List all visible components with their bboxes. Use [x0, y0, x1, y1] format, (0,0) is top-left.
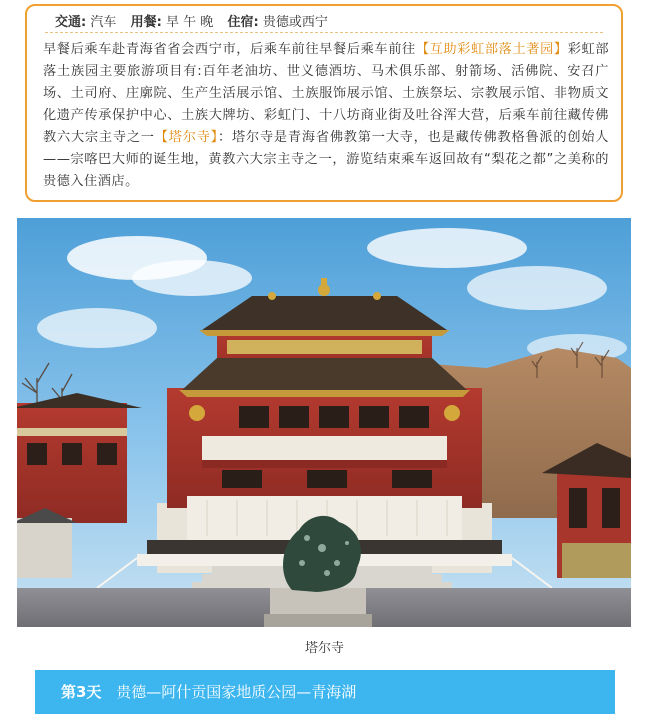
meals-label: 用餐: — [130, 15, 162, 30]
ta-er-temple-photo — [17, 218, 631, 627]
day-route: 贵德—阿什贡国家地质公园—青海湖 — [116, 683, 357, 701]
day-heading-bar — [35, 670, 615, 714]
transport-label: 交通: — [55, 15, 87, 30]
day-number: 第3天 — [61, 683, 102, 701]
transport-value: 汽车 — [90, 15, 117, 30]
description-part-1: 早餐后乘车赴青海省省会西宁市，后乘车前往早餐后乘车前往 — [43, 42, 416, 57]
info-header-row — [55, 11, 328, 30]
lodging-label: 住宿: — [227, 15, 259, 30]
photo-caption: 塔尔寺 — [304, 641, 344, 656]
meals-value: 早 午 晚 — [165, 15, 214, 30]
description-part-2: 彩虹部落土族园主要旅游项目有:百年老油坊、世义德酒坊、马术俱乐部、射箭场、活佛院、安召广场、土司府、庄廓院、生产生活展示馆、土族服饰展示馆、土族祭坛、宗教展示馆、非物质文化遗产传承保护中心、土族大牌坊、彩虹门、十八坊商业街及吐谷浑大营，后乘车前往藏传佛教六大宗主寺之一 — [43, 42, 610, 145]
itinerary-info-box — [25, 4, 623, 202]
lodging-value: 贵德或西宁 — [262, 15, 328, 30]
taer-temple-link[interactable]: 【塔尔寺】 — [154, 130, 219, 145]
rainbow-tribe-link[interactable]: 【互助彩虹部落土著园】 — [415, 42, 568, 57]
info-divider — [45, 32, 603, 33]
itinerary-description — [43, 39, 609, 193]
description-part-3: ：塔尔寺是青海省佛教第一大寺，也是藏传佛教格鲁派的创始人——宗喀巴大师的诞生地，黄教六大宗主寺之一，游览结束乘车返回故有“梨花之都”之美称的贵德入住酒店。 — [43, 130, 609, 189]
